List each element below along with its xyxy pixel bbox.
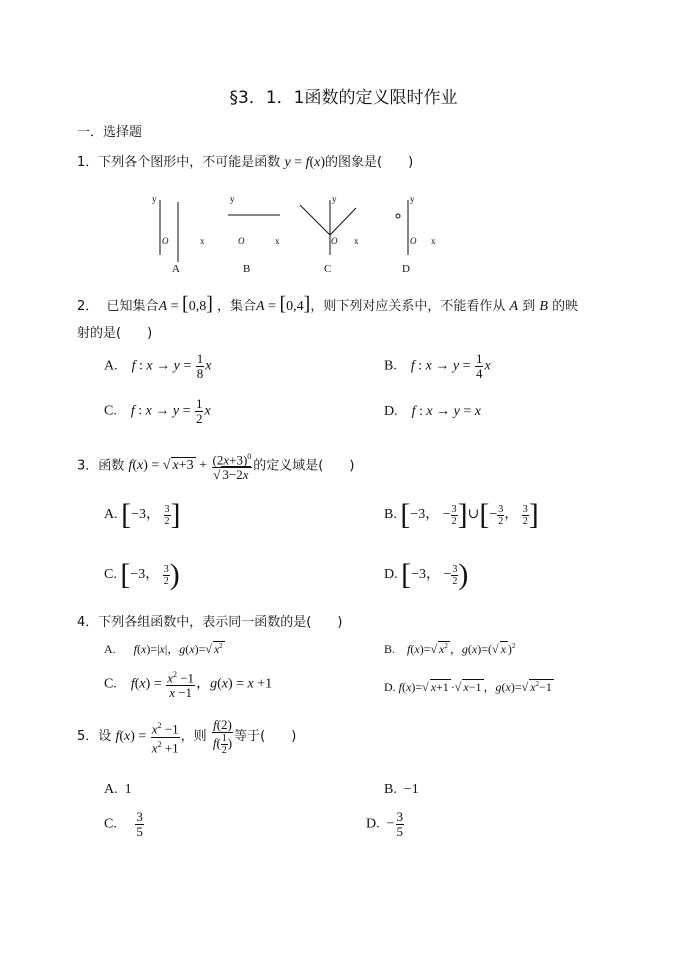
q5-option-c[interactable]	[104, 810, 145, 839]
question-number: 5．	[77, 729, 99, 745]
fraction: $\frac{3}{5}$	[396, 809, 404, 839]
graph-label-d: D	[402, 263, 410, 275]
q5-option-d[interactable]: D. − $\frac{3}{5}$	[366, 809, 404, 839]
option-label: B.	[384, 358, 397, 374]
graph-label-a: A	[172, 263, 180, 275]
option-label: D.	[384, 404, 398, 419]
option-label: B.	[384, 782, 397, 797]
option-label: C.	[104, 676, 117, 692]
q4-option-a[interactable]: A. f(x)=|x|，g(x)=√ $x^2$	[104, 642, 223, 656]
fraction: $\frac{1}{2}$	[195, 396, 203, 426]
q3-option-a[interactable]: A. [−3， $\frac{3}{2}$ ]	[104, 498, 181, 531]
question-text: 等于( )	[234, 729, 297, 745]
interval-value: 0,4	[286, 299, 304, 314]
option-value: 1	[124, 782, 132, 797]
question-3-stem	[77, 450, 354, 482]
question-text: 的图象是( )	[325, 155, 414, 170]
function-expression: f(x) = √ x+3 + $\frac{(2x+3)^0}{√ 3-2x}$	[128, 452, 252, 483]
question-number: 4．	[77, 615, 99, 630]
q1-graphs	[0, 190, 687, 290]
axis-label-x: x	[431, 236, 436, 246]
axis-label-y: y	[410, 194, 415, 204]
q5-option-a[interactable]	[104, 782, 132, 798]
graph-label-b: B	[243, 263, 251, 275]
question-text: ，集合	[217, 299, 257, 314]
option-label: C.	[104, 567, 117, 583]
question-text: 下列各组函数中，表示同一函数的是( )	[98, 615, 343, 630]
origin-label: O	[331, 236, 338, 246]
option-label: C.	[104, 816, 117, 832]
question-text: 的定义域是( )	[253, 458, 355, 474]
question-text: 到	[522, 299, 536, 314]
set-name: A	[509, 299, 519, 314]
option-label: B.	[384, 642, 396, 656]
ratio-expression: f(2) f( $\frac{1}{2}$ )	[212, 717, 233, 756]
function-expression: y = f(x)	[284, 155, 326, 170]
q2-option-b[interactable]: B. f : x → y = $\frac{1}{4}$ x	[384, 351, 491, 381]
option-label: A.	[104, 507, 118, 523]
q4-option-b[interactable]: B. f(x)=√ $x^2$ ，g(x)=(√ x )$^2$	[384, 642, 516, 656]
question-text: 下列各个图形中，不可能是函数	[98, 155, 281, 170]
axis-label-x: x	[354, 236, 359, 246]
set-name: B	[539, 299, 548, 314]
axis-label-x: x	[275, 236, 280, 246]
question-text: 已知集合	[106, 299, 159, 314]
axis-label-y: y	[332, 194, 337, 204]
question-5-stem	[77, 718, 296, 756]
option-label: A.	[104, 782, 118, 797]
axis-label-y: y	[152, 194, 157, 204]
origin-label: O	[162, 236, 169, 246]
question-text: 函数	[98, 458, 125, 474]
option-label: C.	[104, 403, 117, 419]
option-label: D.	[384, 680, 396, 694]
fraction: $\frac{1}{8}$	[196, 351, 204, 381]
option-label: D.	[384, 567, 398, 583]
interval-value: 0,8	[188, 299, 207, 314]
question-text: ，则	[180, 729, 207, 745]
question-number: 1．	[77, 155, 99, 170]
question-number: 3．	[77, 458, 99, 474]
question-4-stem	[77, 615, 342, 631]
option-label: A.	[104, 358, 118, 374]
q3-option-d[interactable]: D. [−3， − $\frac{3}{2}$ )	[384, 558, 469, 591]
origin-label: O	[410, 236, 417, 246]
axis-label-x: x	[200, 236, 205, 246]
q4-option-c[interactable]: C. f(x) = $\frac{x^2 -1}{x -1}$ ，g(x) = x +1	[104, 670, 273, 701]
question-2-stem-cont: 射的是( )	[77, 326, 153, 341]
point-marker	[396, 214, 400, 218]
axis-label-y: y	[230, 194, 235, 204]
page-title: §3．1．1函数的定义限时作业	[229, 88, 458, 108]
q5-option-b[interactable]	[384, 782, 419, 798]
q2-option-d[interactable]: D. f : x → y = x	[384, 404, 481, 419]
option-label: A.	[104, 642, 116, 656]
question-1-stem	[77, 155, 413, 171]
question-text: ，则下列对应关系中，不能看作从	[310, 299, 506, 314]
q4-option-d[interactable]: D. f(x)=√ x+1 ·√ x−1 ，g(x)=√ $x^2-1$	[384, 680, 552, 694]
q3-option-b[interactable]: B. [−3， − $\frac{3}{2}$ ]∪[− $\frac{3}{2}$ ， $\frac{3}{2}$ ]	[384, 498, 539, 531]
graph-label-c: C	[324, 263, 332, 275]
fraction: $\frac{1}{4}$	[475, 351, 483, 381]
set-b-expression: A = [0,4]	[256, 293, 311, 315]
question-2-stem	[77, 293, 579, 315]
section-heading: 一．选择题	[77, 125, 143, 140]
origin-label: O	[238, 236, 245, 246]
q3-option-c[interactable]: C. [−3， $\frac{3}{2}$ )	[104, 558, 180, 591]
function-expression: f(x) = $\frac{x^2 -1}{x^2 +1}$	[115, 721, 179, 755]
option-value: −1	[403, 782, 419, 797]
question-text: 的映	[552, 299, 579, 314]
q2-option-a[interactable]: A. f : x → y = $\frac{1}{8}$ x	[104, 351, 212, 381]
question-number: 2．	[77, 299, 99, 314]
q2-option-c[interactable]: C. f : x → y = $\frac{1}{2}$ x	[104, 396, 211, 426]
fraction: $\frac{3}{5}$	[136, 809, 143, 839]
option-label: D.	[366, 816, 380, 832]
option-label: B.	[384, 507, 397, 523]
set-a-expression: A = [0,8]	[158, 293, 213, 315]
question-text: 设	[98, 729, 112, 745]
